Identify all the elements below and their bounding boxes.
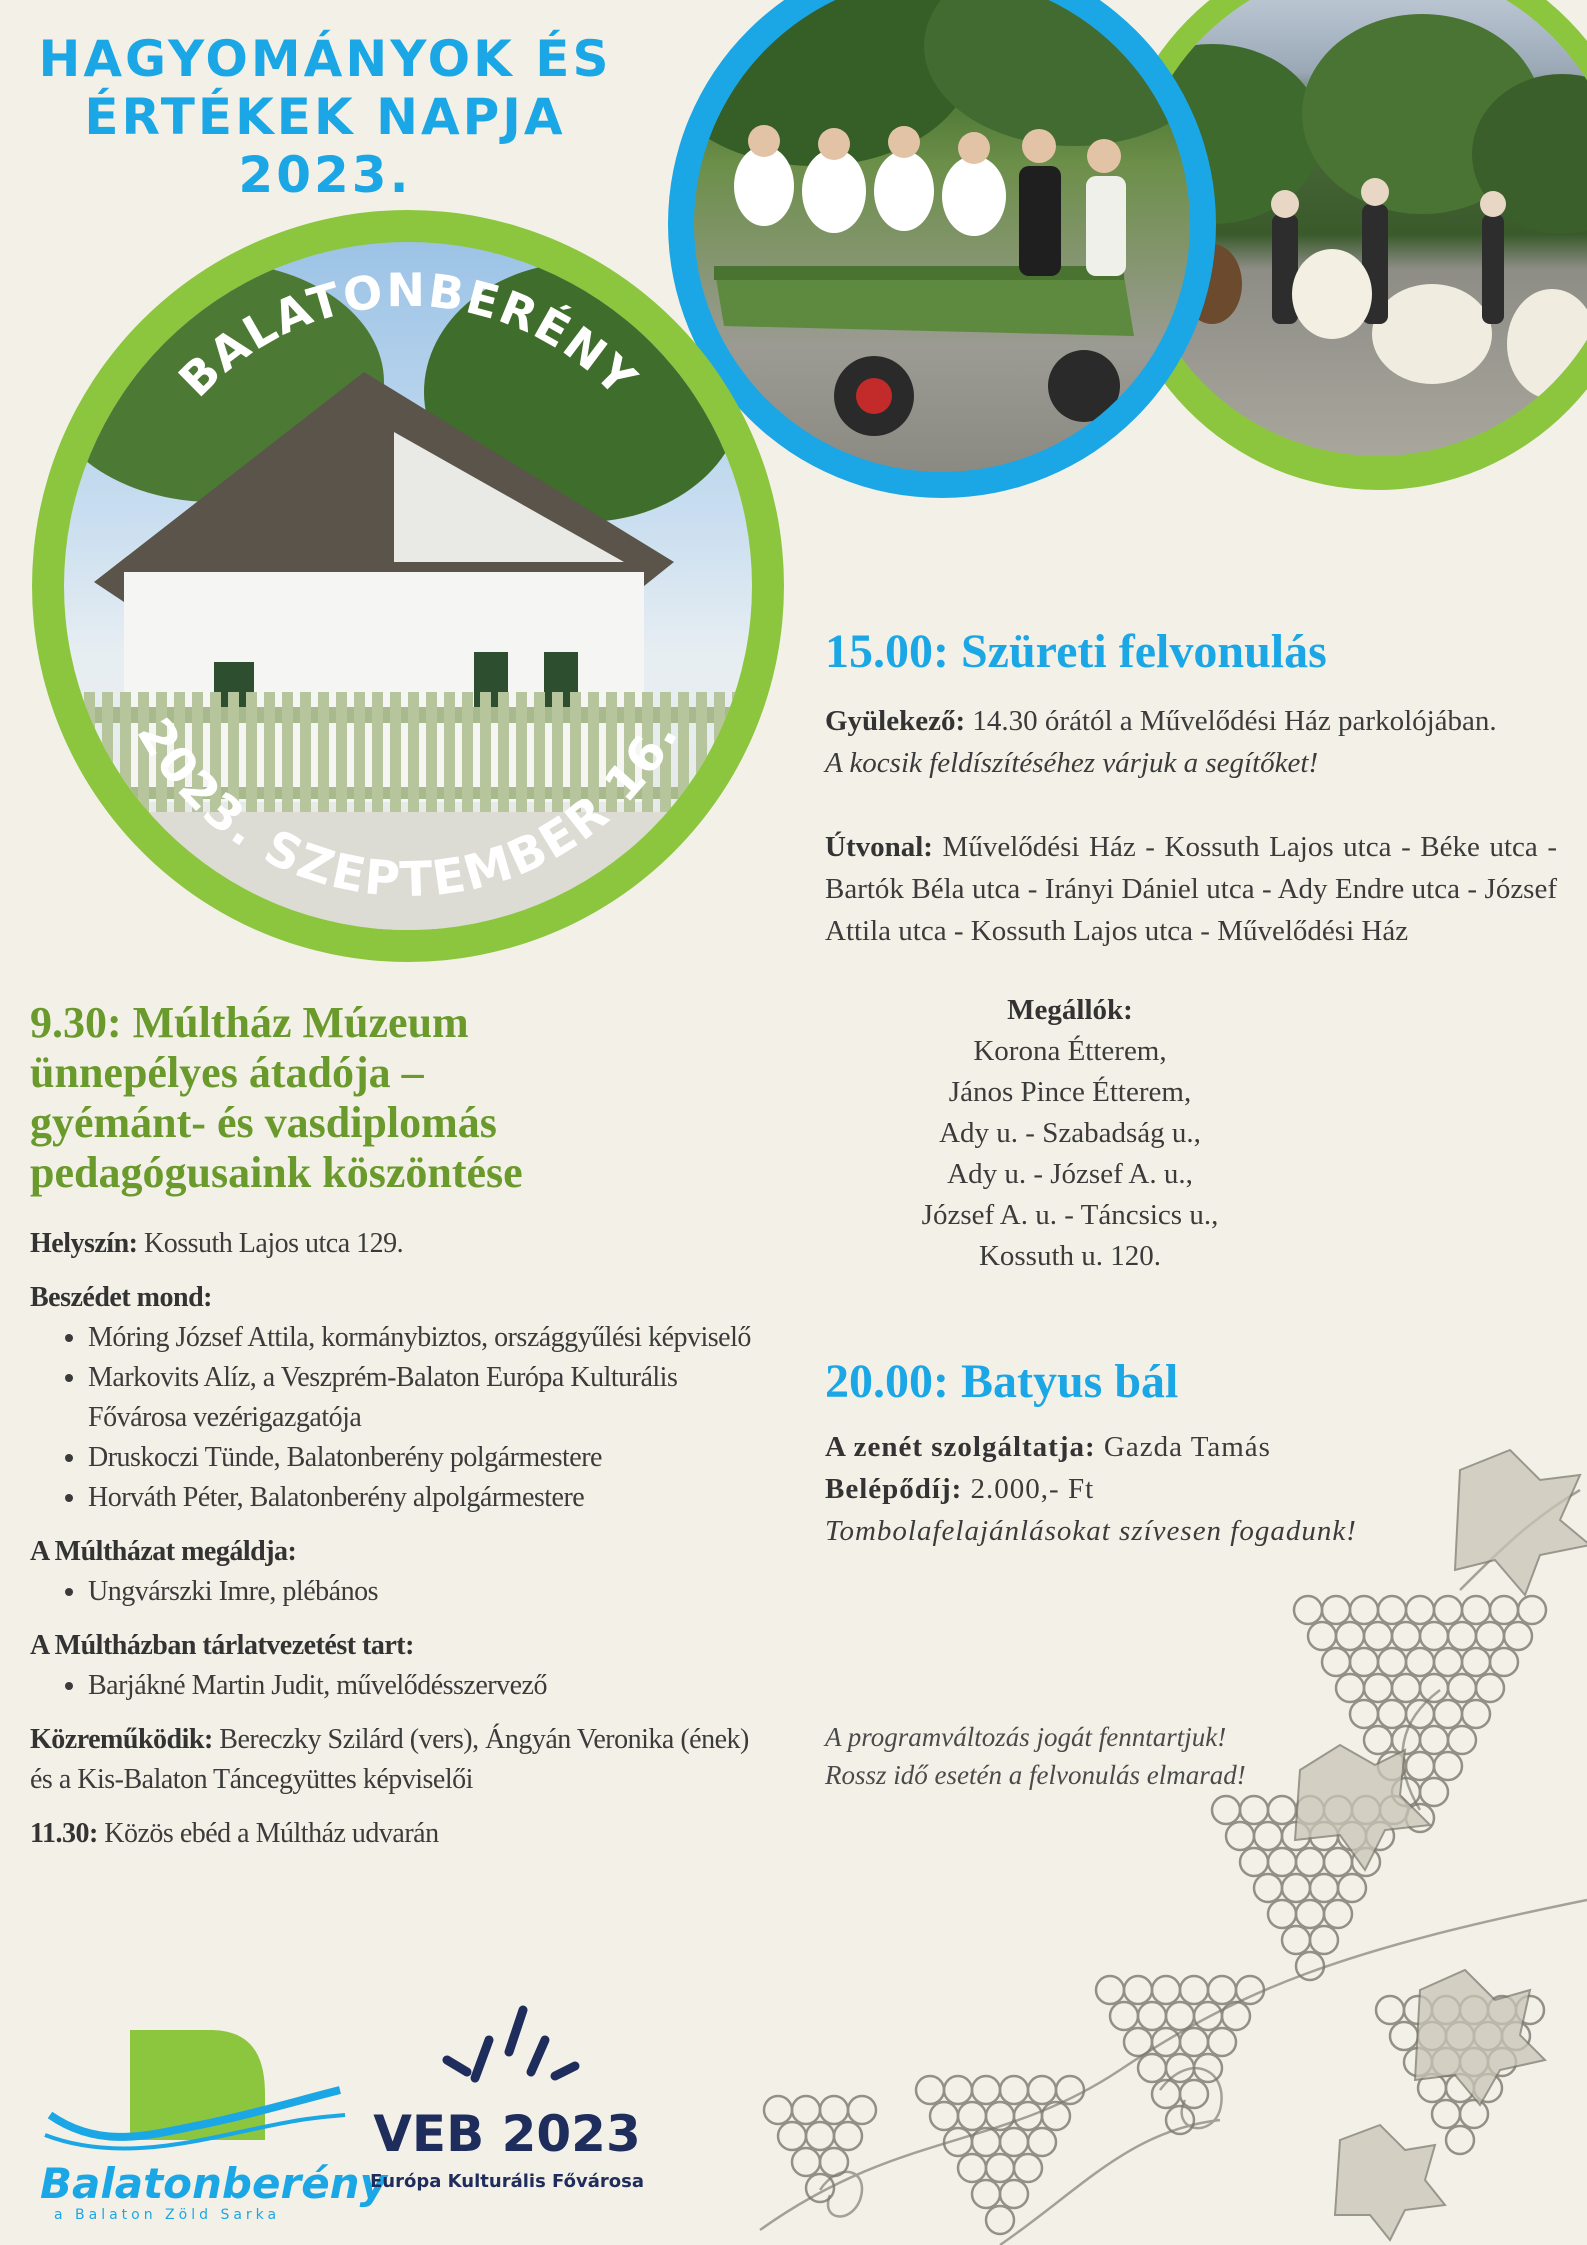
tour-list (30, 1666, 760, 1706)
grape-berry (820, 2148, 848, 2176)
morning-details (30, 1224, 760, 1854)
grape-berry (1446, 2126, 1474, 2154)
gather-value: 14.30 órától a Művelődési Ház parkolójában. (972, 705, 1497, 737)
grape-berry (1240, 1848, 1268, 1876)
grape-berry (1226, 1822, 1254, 1850)
morning-heading-line: ünnepélyes átadója – (30, 1048, 424, 1097)
grape-berry (1324, 1848, 1352, 1876)
grape-berry (1254, 1822, 1282, 1850)
music-value: Gazda Tamás (1103, 1431, 1271, 1463)
grape-berry (1490, 1596, 1518, 1624)
veb-title: VEB 2023 (373, 2105, 641, 2163)
grape-berry (848, 2096, 876, 2124)
grape-berry (1110, 2002, 1138, 2030)
balatonbereny-tagline: a Balaton Zöld Sarka (54, 2207, 281, 2223)
grape-berry (792, 2148, 820, 2176)
grape-berry (1296, 1848, 1324, 1876)
grape-berry (1390, 2022, 1418, 2050)
grape-berry (1460, 2100, 1488, 2128)
parade-program (825, 622, 1557, 1277)
grape-berry (972, 2128, 1000, 2156)
grape-berry (1406, 1648, 1434, 1676)
grape-berry (1364, 1622, 1392, 1650)
list-item: • Horváth Péter, Balatonberény alpolgármestere (88, 1478, 760, 1518)
grape-berry (1268, 1796, 1296, 1824)
gather-note: A kocsik feldíszítéséhez várjuk a segítőket! (825, 747, 1319, 779)
badge-bottom-text: 2023. SZEPTEMBER 16. (125, 708, 691, 909)
stop-item: József A. u. - Táncsics u., (921, 1199, 1219, 1231)
grape-berry (986, 2206, 1014, 2234)
grape-berry (1462, 1596, 1490, 1624)
grape-berry (1294, 1596, 1322, 1624)
route-row (825, 826, 1557, 952)
house-photo-ring (32, 210, 784, 962)
morning-heading-line: gyémánt- és vasdiplomás (30, 1098, 497, 1147)
disclaimer-line-2: Rossz idő esetén a felvonulás elmarad! (825, 1760, 1246, 1790)
music-label: A zenét szolgáltatja: (825, 1431, 1096, 1463)
balatonbereny-name: Balatonberény (40, 2159, 387, 2208)
list-item: • Markovits Alíz, a Veszprém-Balaton Európa Kulturális Fővárosa vezérigazgatója (88, 1358, 760, 1438)
grape-berry (1378, 1596, 1406, 1624)
grape-berry (972, 2180, 1000, 2208)
grape-berry (1310, 1926, 1338, 1954)
stop-item: Kossuth u. 120. (978, 1240, 1162, 1272)
balatonbereny-logo-icon (40, 2020, 350, 2160)
venue-row (30, 1224, 760, 1264)
grapes-illustration-icon (700, 1430, 1587, 2245)
route-value: Művelődési Ház - Kossuth Lajos utca - Béke utca - Bartók Béla utca - Irányi Dániel utca - Ady Endre utca - József Attila utca - Kossuth Lajos utca - Művelődési Ház (825, 831, 1557, 947)
grape-berry (1296, 1900, 1324, 1928)
grape-berry (1376, 1996, 1404, 2024)
stops-block (825, 990, 1315, 1277)
grape-berry (1378, 1648, 1406, 1676)
grape-berry (1476, 1674, 1504, 1702)
grape-berry (820, 2096, 848, 2124)
lunch-label: 11.30: (30, 1818, 98, 1849)
grape-berry (1000, 2076, 1028, 2104)
stop-item: Ady u. - Szabadság u., (939, 1117, 1201, 1149)
grape-berry (778, 2122, 806, 2150)
grape-berry (1448, 1622, 1476, 1650)
venue-label: Helyszín: (30, 1228, 138, 1259)
grape-berry (1448, 1674, 1476, 1702)
grape-berry (1124, 1976, 1152, 2004)
grape-berry (1240, 1796, 1268, 1824)
grape-berry (1124, 2028, 1152, 2056)
gather-label: Gyülekező: (825, 705, 966, 737)
grape-berry (1236, 1976, 1264, 2004)
grape-berry (986, 2154, 1014, 2182)
title-line-2: ÉRTÉKEK NAPJA 2023. (84, 88, 566, 204)
grape-berry (1434, 1596, 1462, 1624)
grape-berry (1392, 1674, 1420, 1702)
grape-berry (1152, 1976, 1180, 2004)
grape-berry (1208, 2028, 1236, 2056)
grape-berry (1166, 2002, 1194, 2030)
stop-item: Ady u. - József A. u., (947, 1158, 1193, 1190)
grape-berry (958, 2154, 986, 2182)
grape-berry (1504, 1622, 1532, 1650)
ball-heading: 20.00: Batyus bál (825, 1355, 1179, 1408)
stop-item: János Pince Étterem, (948, 1076, 1192, 1108)
parade-details (825, 700, 1557, 952)
parade-heading: 15.00: Szüreti felvonulás (825, 625, 1327, 678)
badge-top-text: BALATONBERÉNY (168, 262, 648, 408)
grape-berry (916, 2076, 944, 2104)
page-title (0, 30, 650, 204)
speakers-list (30, 1318, 760, 1518)
disclaimer-line-1: A programváltozás jogát fenntartjuk! (825, 1722, 1227, 1752)
grape-berry (1222, 2002, 1250, 2030)
ball-note: Tombolafelajánlásokat szívesen fogadunk! (825, 1515, 1357, 1547)
list-item: • Móring József Attila, kormánybiztos, országgyűlési képviselő (88, 1318, 760, 1358)
grape-berry (1490, 1648, 1518, 1676)
blessing-label: A Múltházat megáldja: (30, 1536, 297, 1567)
list-item: • Ungvárszki Imre, plébános (88, 1572, 760, 1612)
grape-berry (1324, 1900, 1352, 1928)
grape-berry (1268, 1848, 1296, 1876)
grape-berry (1180, 2028, 1208, 2056)
route-label: Útvonal: (825, 831, 933, 863)
grape-berry (1000, 2128, 1028, 2156)
morning-heading-line: pedagógusaink köszöntése (30, 1148, 523, 1197)
morning-heading-line: 9.30: Múltház Múzeum (30, 998, 469, 1047)
grape-berry (1138, 2002, 1166, 2030)
tour-label: A Múltházban tárlatvezetést tart: (30, 1630, 414, 1661)
grape-berry (1518, 1596, 1546, 1624)
grape-berry (764, 2096, 792, 2124)
grape-berry (1282, 1926, 1310, 1954)
grape-berry (1254, 1874, 1282, 1902)
veb-subtitle: Európa Kulturális Fővárosa (370, 2171, 644, 2192)
disclaimer (825, 1718, 1525, 1794)
gather-row (825, 700, 1557, 742)
grape-berry (1406, 1596, 1434, 1624)
grape-berry (1392, 1622, 1420, 1650)
grape-berry (1350, 1648, 1378, 1676)
grape-berry (1282, 1874, 1310, 1902)
grape-berry (1420, 1622, 1448, 1650)
veb-sunburst-icon (427, 2000, 587, 2090)
speakers-label: Beszédet mond: (30, 1282, 212, 1313)
grape-berry (806, 2122, 834, 2150)
lunch-row (30, 1814, 760, 1854)
grape-berry (1208, 1976, 1236, 2004)
grape-berry (1310, 1874, 1338, 1902)
grape-berry (1336, 1674, 1364, 1702)
grape-berry (1336, 1622, 1364, 1650)
list-item: • Druskoczi Tünde, Balatonberény polgármestere (88, 1438, 760, 1478)
veb-logo (362, 2000, 652, 2220)
grape-berry (1180, 1976, 1208, 2004)
grape-berry (1212, 1796, 1240, 1824)
fee-value: 2.000,- Ft (970, 1473, 1095, 1505)
grape-berry (1420, 1674, 1448, 1702)
stops-label: Megállók: (1007, 994, 1133, 1026)
badge-arc-text (32, 210, 784, 962)
grape-berry (1296, 1952, 1324, 1980)
grape-berry (930, 2102, 958, 2130)
venue-value: Kossuth Lajos utca 129. (144, 1228, 404, 1259)
grape-berry (1462, 1648, 1490, 1676)
grape-berry (1322, 1596, 1350, 1624)
contrib-row (30, 1720, 760, 1800)
blessing-list (30, 1572, 760, 1612)
grape-berry (1434, 1648, 1462, 1676)
grape-berry (1308, 1622, 1336, 1650)
morning-program (30, 998, 760, 1854)
grape-berry (1166, 2106, 1194, 2134)
grape-berry (1350, 1596, 1378, 1624)
stop-item: Korona Étterem, (973, 1035, 1167, 1067)
grape-berry (944, 2076, 972, 2104)
grape-berry (1000, 2180, 1028, 2208)
fee-label: Belépődíj: (825, 1473, 963, 1505)
grape-berry (792, 2096, 820, 2124)
contrib-value: Bereczky Szilárd (vers), Ángyán Veronika (ének) és a Kis-Balaton Táncegyüttes képviselői (30, 1724, 749, 1795)
grape-berry (972, 2076, 1000, 2104)
grape-berry (1014, 2154, 1042, 2182)
grape-berry (1138, 2054, 1166, 2082)
grape-berry (834, 2122, 862, 2150)
grape-berry (1096, 1976, 1124, 2004)
grape-berry (1432, 2100, 1460, 2128)
title-line-1: HAGYOMÁNYOK ÉS (38, 30, 612, 88)
balatonbereny-logo (40, 2020, 387, 2223)
grape-berry (1268, 1900, 1296, 1928)
grape-berry (1476, 1622, 1504, 1650)
grape-berry (1028, 2076, 1056, 2104)
grape-berry (1322, 1648, 1350, 1676)
lunch-value: Közös ebéd a Múltház udvarán (104, 1818, 439, 1849)
grape-berry (1338, 1874, 1366, 1902)
grape-berry (1364, 1674, 1392, 1702)
grape-berry (1180, 2080, 1208, 2108)
contrib-label: Közreműködik: (30, 1724, 213, 1755)
morning-heading (30, 998, 760, 1198)
grape-berry (1028, 2128, 1056, 2156)
grape-berry (958, 2102, 986, 2130)
list-item: • Barjákné Martin Judit, művelődésszervező (88, 1666, 760, 1706)
